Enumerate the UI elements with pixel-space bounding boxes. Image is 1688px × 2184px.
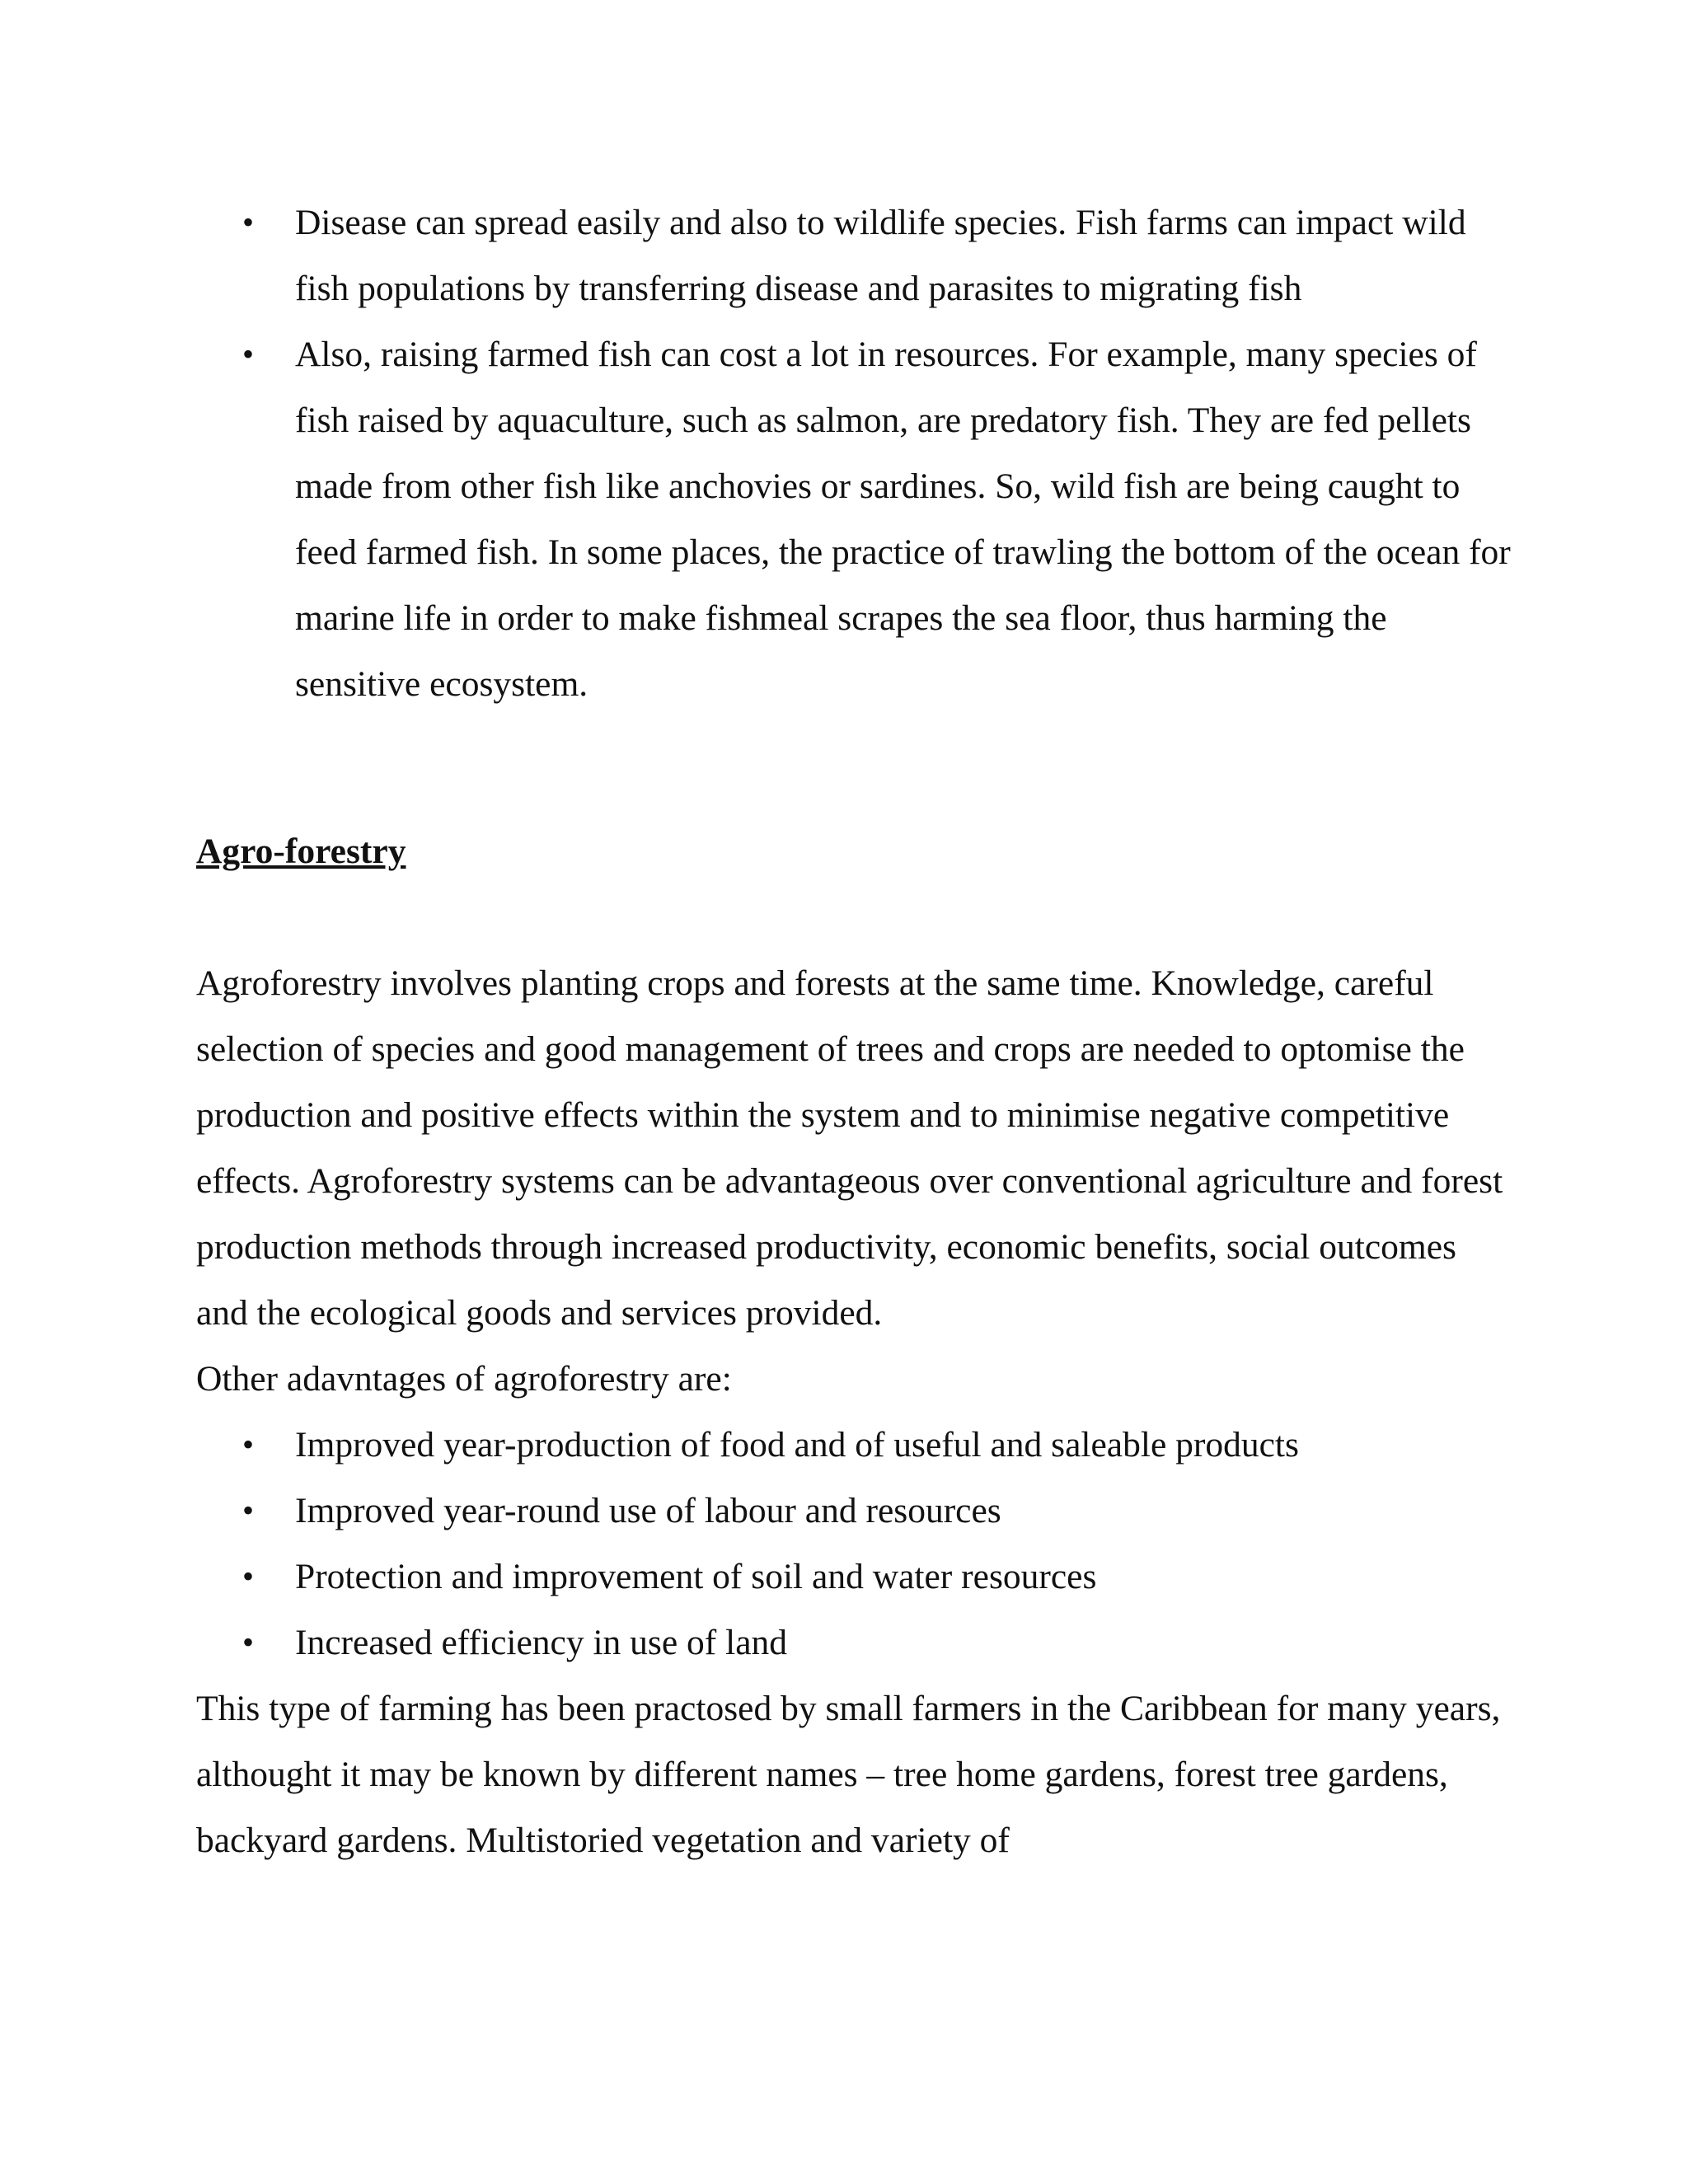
list-item — [196, 321, 1515, 717]
list-item-text: Increased efficiency in use of land — [295, 1623, 788, 1662]
bullet-list-fish-farming — [196, 190, 1515, 717]
list-item — [196, 190, 1515, 321]
list-item-text: Also, raising farmed fish can cost a lot in resources. For example, many species of fish raised by aquaculture, such as salmon, are predatory fish. They are fed pellets made from other fish like anchovies or sardines. So, wild fish are being caught to feed farmed fish. In some places, the practice of trawling the bottom of the ocean for marine life in order to make fishmeal scrapes the sea floor, thus harming the sensitive ecosystem. — [295, 335, 1511, 704]
bullet-icon: • — [242, 1492, 255, 1529]
document-page — [196, 190, 1515, 1873]
section-heading: Agro-forestry — [196, 832, 406, 871]
bullet-list-advantages — [196, 1412, 1515, 1675]
list-item-text: Protection and improvement of soil and water resources — [295, 1557, 1097, 1596]
bullet-icon: • — [242, 1558, 255, 1595]
closing-paragraph: This type of farming has been practosed by small farmers in the Caribbean for many years, althought it may be known by different names – tree home gardens, forest tree gardens, backyard gardens. Multistoried vegetation and variety of — [196, 1689, 1501, 1860]
advantages-lead: Other adavntages of agroforestry are: — [196, 1359, 732, 1399]
list-item — [196, 1544, 1515, 1610]
list-item-text: Improved year-production of food and of useful and saleable products — [295, 1425, 1299, 1465]
bullet-icon: • — [242, 204, 255, 241]
list-item — [196, 1412, 1515, 1478]
list-item — [196, 1610, 1515, 1675]
bullet-icon: • — [242, 1624, 255, 1661]
bullet-icon: • — [242, 1426, 255, 1463]
list-item-text: Improved year-round use of labour and resources — [295, 1491, 1001, 1530]
list-item-text: Disease can spread easily and also to wildlife species. Fish farms can impact wild fish populations by transferring disease and parasites to migrating fish — [295, 203, 1466, 308]
list-item — [196, 1478, 1515, 1544]
intro-paragraph: Agroforestry involves planting crops and forests at the same time. Knowledge, careful selection of species and good management of trees and crops are needed to optomise the production and positive effects within the system and to minimise negative competitive effects. Agroforestry systems can be advantageous over conventional agriculture and forest production methods through increased productivity, economic benefits, social outcomes and the ecological goods and services provided. — [196, 963, 1503, 1333]
bullet-icon: • — [242, 335, 255, 373]
